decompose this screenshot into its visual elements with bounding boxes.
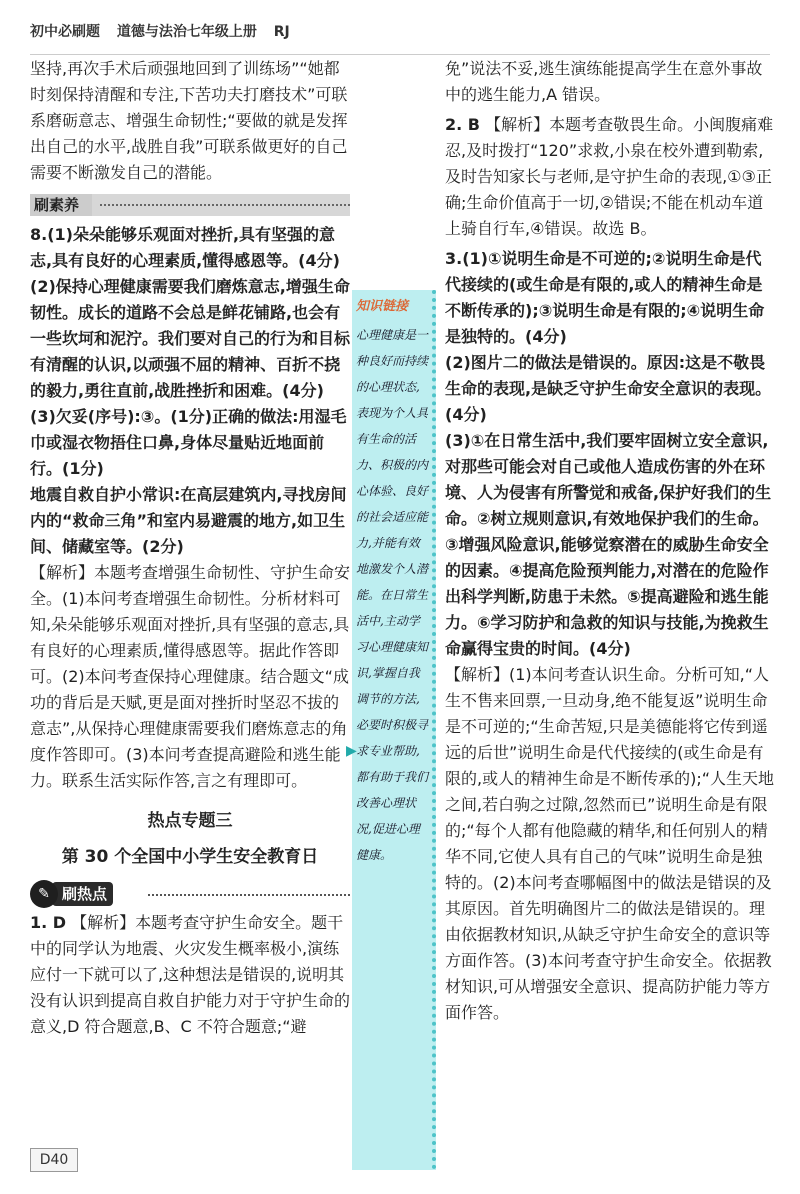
sidebar-title: 知识链接 bbox=[356, 299, 409, 314]
q8-analysis: 【解析】本题考查增强生命韧性、守护生命安全。(1)本问考查增强生命韧性。分析材料可知,朵朵能够乐观面对挫折,具有坚强的意志,具有良好的心理素质,懂得感恩等。据此作答即可。(2)本问考查保持心理健康。结合题文“成功的背后是天赋,更是面对挫折时坚忍不拔的意志”,从保持心理健康需要我们磨炼意志的角度作答即可。(3)本问考查提高避险和逃生能力。联系生活实际作答,言之有理即可。 bbox=[30, 563, 351, 790]
q3-analysis: 【解析】(1)本问考查认识生命。分析可知,“人生不售来回票,一旦动身,绝不能复返”说明生命是不可逆的;“生命苦短,只是美德能将它传到遥远的后世”说明生命是代代接续的(或生命是有限的,或人的精神生命是不断传承的);“人生天地之间,若白驹之过隙,忽然而已”说明生命是有限的;“每个人都有他隐藏的精华,和任何别人的精华不同,它使人具有自己的气味”说明生命是独特的。(2)本问考查哪幅图中的做法是错误的及其原因。首先明确图片二的做法是错误的。理由依据教材知识,从缺乏守护生命安全的意识等方面作答。(3)本问考查守护生命安全。依据教材知识,可从增强安全意识、提高防护能力等方面作答。 bbox=[445, 665, 775, 1022]
q1-text: 【解析】本题考查守护生命安全。题干中的同学认为地震、火灾发生概率极小,演练应付一下就可以了,这种想法是错误的,说明其没有认识到提高自救自护能力对于守护生命的意义,D 符合题意,B、C 不符合题意;“避 bbox=[30, 913, 351, 1036]
knowledge-link-sidebar bbox=[346, 290, 436, 1170]
q8-part1 bbox=[30, 222, 350, 274]
left-column bbox=[30, 56, 350, 1040]
q1-answer bbox=[30, 910, 350, 1040]
q3-part1 bbox=[445, 246, 775, 350]
book-title: 道德与法治七年级上册 bbox=[116, 24, 257, 40]
q3-part2: (2)图片二的做法是错误的。原因:这是不敬畏生命的表现,是缺乏守护生命安全意识的表现。(4分) bbox=[445, 353, 772, 424]
section-band-suyang bbox=[30, 194, 350, 216]
page-number: D40 bbox=[30, 1148, 78, 1172]
q3-number: 3. bbox=[445, 249, 463, 268]
q8-part2: (2)保持心理健康需要我们磨炼意志,增强生命韧性。成长的道路不会总是鲜花铺路,也会有一些坎坷和泥泞。我们要对自己的行为和目标有清醒的认识,以顽强不屈的精神、百折不挠的毅力,勇往直前,战胜挫折和困难。(4分) bbox=[30, 277, 351, 400]
q8-part1-text: (1)朵朵能够乐观面对挫折,具有坚强的意志,具有良好的心理素质,懂得感恩等。(4分) bbox=[30, 225, 340, 270]
arrow-right-icon: ▶ bbox=[346, 743, 357, 759]
series-title: 初中必刷题 bbox=[30, 24, 100, 40]
hot-label: 刷热点 bbox=[52, 882, 113, 906]
right-column bbox=[445, 56, 775, 1026]
hot-band bbox=[30, 880, 350, 910]
q2-number: 2. B bbox=[445, 115, 480, 134]
q3-part3: (3)①在日常生活中,我们要牢固树立安全意识,对那些可能会对自己或他人造成伤害的外在环境、人为侵害有所警觉和戒备,保护好我们的生命。②树立规则意识,有效地保护我们的生命。③增强风险意识,能够觉察潜在的威胁生命安全的因素。④提高危险预判能力,对潜在的危险作出科学判断,防患于未然。⑤提高避险和逃生能力。⑥学习防护和急救的知识与技能,为挽救生命赢得宝贵的时间。(4分) bbox=[445, 431, 772, 658]
intro-paragraph: 坚持,再次手术后顽强地回到了训练场”“她都时刻保持清醒和专注,下苦功夫打磨技术”可联系磨砺意志、增强生命韧性;“要做的就是发挥出自己的水平,战胜自我”可联系做更好的自己需要不断激发自己的潜能。 bbox=[30, 59, 348, 182]
section-band-label: 刷素养 bbox=[34, 196, 80, 214]
dotted-rule bbox=[148, 894, 350, 896]
topic-subtitle: 第 30 个全国中小学生安全教育日 bbox=[61, 847, 319, 867]
q1-number: 1. D bbox=[30, 913, 67, 932]
q8-part3: (3)欠妥(序号):③。(1分)正确的做法:用湿毛巾或湿衣物捂住口鼻,身体尽量贴近地面前行。(1分) bbox=[30, 407, 347, 478]
q1-continuation: 免”说法不妥,逃生演练能提高学生在意外事故中的逃生能力,A 错误。 bbox=[445, 59, 763, 104]
page-header bbox=[30, 10, 770, 55]
q8-part4: 地震自救自护小常识:在高层建筑内,寻找房间内的“救命三角”和室内易避震的地方,如卫生间、储藏室等。(2分) bbox=[30, 485, 347, 556]
dotted-rule bbox=[100, 204, 350, 206]
topic-title: 热点专题三 bbox=[147, 811, 233, 831]
q3-part1-text: (1)①说明生命是不可逆的;②说明生命是代代接续的(或生命是有限的,或人的精神生命是不断传承的);③说明生命是有限的;④说明生命是独特的。(4分) bbox=[445, 249, 765, 346]
edition-tag: RJ bbox=[273, 24, 290, 40]
q2-answer bbox=[445, 112, 775, 242]
q2-text: 【解析】本题考查敬畏生命。小闽腹痛难忍,及时拨打“120”求救,小泉在校外遭到勒索,及时告知家长与老师,是守护生命的表现,①③正确;生命价值高于一切,②错误;不能在机动车道上骑自行车,④错误。故选 B。 bbox=[445, 115, 774, 238]
brush-icon: ✎ bbox=[30, 880, 58, 908]
sidebar-text: 心理健康是一种良好而持续的心理状态,表现为个人具有生命的活力、积极的内心体验、良好的社会适应能力,并能有效地激发个人潜能。在日常生活中,主动学习心理健康知识,掌握自我调节的方法,必要时积极寻求专业帮助,都有助于我们改善心理状况,促进心理健康。 bbox=[356, 328, 429, 862]
q8-number: 8. bbox=[30, 225, 48, 244]
